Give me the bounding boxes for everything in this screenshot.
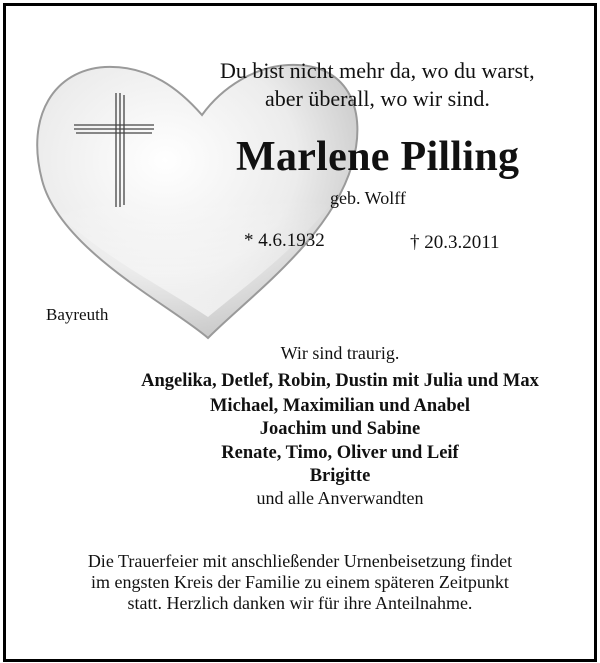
family-line-4: Renate, Timo, Oliver und Leif (221, 443, 459, 463)
quote-line-2: aber überall, wo wir sind. (265, 86, 490, 111)
closing-line-2: im engsten Kreis der Familie zu einem späteren Zeitpunkt (91, 572, 509, 592)
place: Bayreuth (46, 305, 109, 324)
birth-date: * 4.6.1932 (244, 230, 325, 251)
mourning-intro: Wir sind traurig. (280, 343, 400, 363)
family-line-5: Brigitte (309, 466, 371, 486)
deceased-name: Marlene Pilling (236, 134, 520, 180)
quote-line-1: Du bist nicht mehr da, wo du warst, (220, 58, 535, 83)
birth-name: geb. Wolff (330, 188, 406, 208)
family-line-1: Angelika, Detlef, Robin, Dustin mit Julia und Max (141, 371, 539, 391)
death-date: † 20.3.2011 (410, 232, 500, 253)
family-line-2: Michael, Maximilian und Anabel (209, 396, 471, 416)
family-line-3: Joachim und Sabine (259, 419, 421, 439)
relatives-line: und alle Anverwandten (256, 488, 424, 508)
closing-line-1: Die Trauerfeier mit anschließender Urnenbeisetzung findet (87, 551, 513, 571)
closing-line-3: statt. Herzlich danken wir für ihre Anteilnahme. (127, 593, 473, 613)
